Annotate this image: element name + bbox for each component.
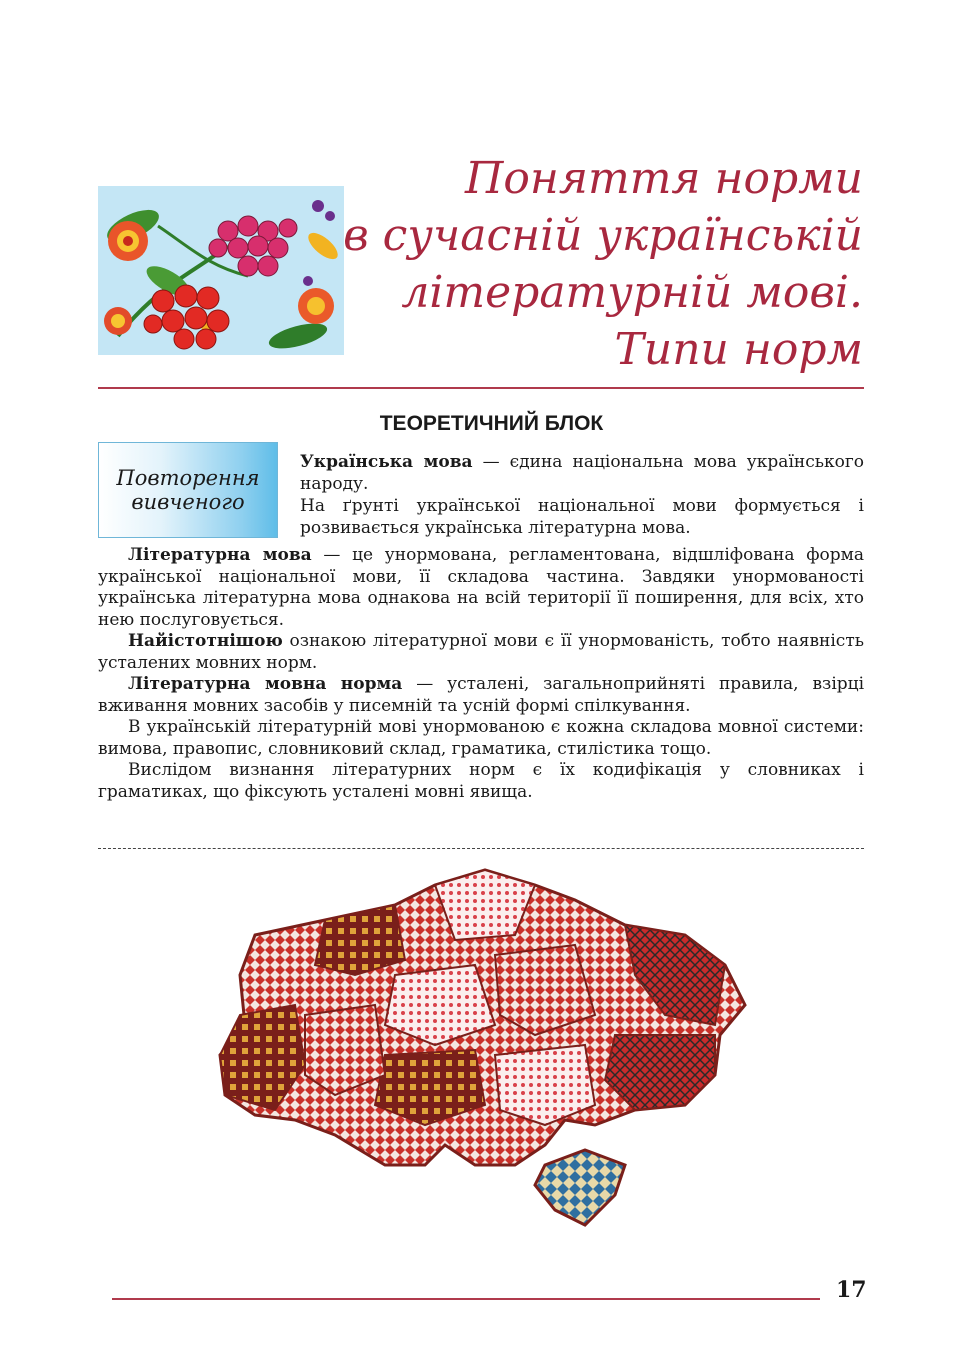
- paragraph-main-feature: [98, 631, 864, 674]
- embroidered-ukraine-map-image: [215, 865, 750, 1240]
- definition-text: — усталені, загальноприйняті правила, взірці вживання мовних засобів у писемній та усній формі спілкування.: [98, 674, 865, 716]
- paragraph-literary-language: [98, 545, 864, 631]
- review-label-line-1: Повторення: [116, 466, 260, 490]
- paragraph-norm-components: [98, 717, 864, 760]
- definition-text: — єдина національна мова українського народу.: [300, 452, 864, 494]
- paragraph-text: Вислідом визнання літературних норм є їх кодифікація у словниках і граматиках, що фіксують усталені мовні явища.: [98, 760, 864, 802]
- review-label-box: [98, 442, 278, 538]
- paragraph-text: ознакою літературної мови є її унормованість, тобто наявність усталених мовних норм.: [98, 631, 864, 673]
- paragraph-text: В українській літературній мові унормованою є кожна складова мовної системи: вимова, правопис, словниковий склад, граматика, стилістика тощо.: [98, 717, 864, 759]
- section-heading: ТЕОРЕТИЧНИЙ БЛОК: [379, 412, 604, 435]
- review-label-line-2: вивченого: [131, 490, 245, 514]
- title-line-4: Типи норм: [614, 324, 863, 375]
- petrykivka-painting-image: [98, 186, 344, 355]
- title-line-3: літературній мові.: [401, 267, 863, 318]
- term-language-norm: Літературна мовна норма: [128, 674, 403, 694]
- term-most-essential: Найістотнішою: [128, 631, 283, 651]
- term-literary-language: Літературна мова: [128, 545, 312, 565]
- lesson-title: [343, 150, 863, 378]
- term-ukrainian-language: Українська мова: [300, 452, 473, 472]
- definition-text: — це унормована, регламентована, відшліфована форма української національної мови, її складова частина. Завдяки унормованості українська літературна мова однакова на всій території її поширення, для всіх, хто нею послуговується.: [98, 545, 864, 630]
- paragraph-text: На ґрунті української національної мови формується і розвивається українська літературна мова.: [300, 496, 864, 538]
- review-label: [116, 466, 259, 514]
- title-line-2: в сучасній українській: [343, 210, 863, 261]
- paragraph-ukrainian-language: [300, 452, 864, 495]
- title-divider: [98, 387, 864, 389]
- paragraph-language-norm: [98, 674, 864, 717]
- footer-divider: [112, 1298, 820, 1300]
- title-line-1: Поняття норми: [465, 153, 863, 204]
- theory-body: [98, 545, 864, 803]
- paragraph-codification: [98, 760, 864, 803]
- paragraph-literary-basis: [300, 496, 864, 539]
- page-number: 17: [836, 1277, 867, 1303]
- dashed-divider: [98, 848, 864, 849]
